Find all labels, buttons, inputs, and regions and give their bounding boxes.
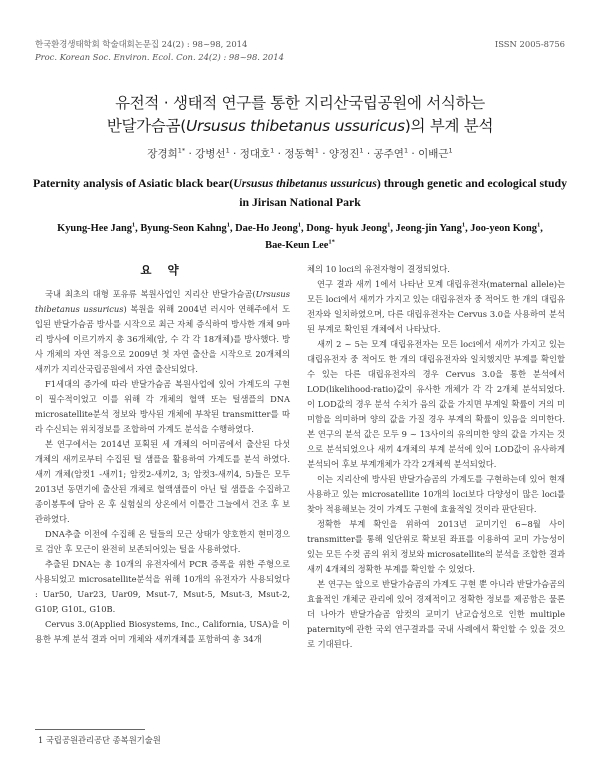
title-en-line1: Paternity analysis of Asiatic black bear(Ursusus thibetanus ussuricus) through genetic and ecological study xyxy=(32,176,567,190)
title-ko-line1: 유전적 · 생태적 연구를 통한 지리산국립공원에 서식하는 xyxy=(115,94,485,112)
author-name-ko: 공주연 xyxy=(373,148,404,160)
footnote-divider xyxy=(35,729,145,730)
title-ko-line2: 반달가슴곰(Ursusus thibetanus ussuricus)의 부계 분석 xyxy=(106,117,494,135)
author-name-ko: 장경희 xyxy=(147,148,178,160)
paragraph: 본 연구는 앞으로 반달가슴곰의 가계도 구현 뿐 아니라 반달가슴곰의 효율적인 개체군 관리에 있어 경제적이고 정확한 정보를 제공함은 물론 더 나아가 반달가슴곰 암컷의 교미기 난교습성으로 인한 multiple paternity에 관한 국외 연구결과를 국내 사례에서 확인할 수 있을 것으로 기대된다. xyxy=(307,579,565,649)
author-name-ko: 강병선 xyxy=(195,148,226,160)
author-name-ko: 정동혁 xyxy=(284,148,315,160)
paragraph: 이는 지리산에 방사된 반달가슴곰의 가계도를 구현하는데 있어 현재 사용하고 있는 microsatellite 10개의 loci보다 다양성이 많은 loci를 찾아 적용해보는 것이 가계도 구현에 효율적일 것이라 판단된다. xyxy=(307,474,565,514)
authors-en-line2: Bae-Keun Lee$^{1*}$ xyxy=(265,238,335,251)
author-name-ko: 정대호 xyxy=(239,148,271,160)
author-name-ko: 이배근 xyxy=(418,148,449,160)
paragraph: DNA추출 이전에 수집해 온 털들의 모근 상태가 양호한지 현미경으로 검안 후 모근이 완전히 보존되어있는 털을 사용하였다. xyxy=(35,529,290,554)
species-name: Ursusus thibetanus ussuricus xyxy=(185,117,405,135)
paragraph: 추출된 DNA는 총 10개의 유전자에서 PCR 증폭을 위한 주형으로 사용되었고 microsatellite분석을 위해 10개의 유전자가 사용되었다 : Uar50, Uar23, Uar09, Msut-7, Msut-5, Msut-3, Msut-2, G10P, G10L, G10B. xyxy=(35,559,290,614)
journal-citation-en: Proc. Korean Soc. Environ. Ecol. Con. 24(2) : 98~98. 2014 xyxy=(35,52,284,62)
journal-citation-ko: 한국환경생태학회 학술대회논문집 24(2) : 98~98, 2014 xyxy=(35,39,248,49)
issn: ISSN 2005-8756 xyxy=(494,39,565,49)
abstract-left-column xyxy=(35,287,290,647)
title-en-line2: in Jirisan National Park xyxy=(239,195,361,209)
paragraph: 정확한 부계 확인을 위하여 2013년 교미기인 6~8월 사이 transmitter를 통해 일단위로 확보된 좌표를 이용하여 교미 가능성이 있는 모든 수컷 곰의 위치 정보와 microsatellite의 분석을 조합한 결과 새끼 4개체의 정확한 부계를 확인할 수 있었다. xyxy=(307,519,565,574)
journal-header xyxy=(35,38,565,64)
paragraph: 본 연구에서는 2014년 포획된 세 개체의 어미곰에서 출산된 다섯 개체의 새끼로부터 수집된 털 샘플을 활용하여 가계도를 분석 하였다. 새끼 개체(암컷1 -새끼1; 암컷2-새끼2, 3; 암컷3-새끼4, 5)들은 모두 2013년 동면기에 출산된 개체로 혈액샘플이 아닌 털 샘플을 수집하고 종이봉투에 담아 온 후 실험실의 상온에서 이틀간 그늘에서 건조 후 보관하였다. xyxy=(35,439,290,524)
paragraph: F1세대의 증가에 따라 반달가슴곰 복원사업에 있어 가계도의 구현이 필수적이었고 이를 위해 각 개체의 혈액 또는 털샘플의 DNA microsatellite분석 정보와 방사된 개체에 부착된 transmitter를 따라 수신되는 위치정보를 조합하여 가계도 분석을 수행하였다. xyxy=(35,379,290,434)
paragraph: Cervus 3.0(Applied Biosystems, Inc., California, USA)을 이용한 부계 분석 결과 어미 개체와 새끼개체를 포함하여 총 34개 xyxy=(35,619,290,644)
paragraph: 새끼 2 ~ 5는 모계 대립유전자는 모든 loci에서 새끼가 가지고 있는 대립유전자 중 적어도 한 개의 대립유전자와 일치했지만 부계를 확인할 수 있는 다른 대립유전자의 경우 Cervus 3.0을 통한 분석에서 LOD(likelihood-ratio)값이 유사한 개체가 각 각 2개체 분석되었다. 이 LOD값의 경우 분석 수치가 음의 값을 가지면 부계일 확률이 거의 미미함을 의미하며 양의 값을 가질 경우 부계의 확률이 있음을 의미한다. 본 연구의 분석 값은 모두 9 ~ 13사이의 유의미한 양의 값을 가지는 것으로 분석되었으나 새끼 4개체의 부계 분석에 있어 LOD값이 유사하게 분석되어 후보 부계개체가 각각 2개체씩 분석되었다. xyxy=(307,339,565,469)
paragraph: 연구 결과 새끼 1에서 나타난 모계 대립유전자(maternal allele)는 모든 loci에서 새끼가 가지고 있는 대립유전자 중 적어도 한 개의 대립유전자와 일치하였으며, 다른 대립유전자는 Cervus 3.0을 사용하여 분석된 부계로 확인된 개체에서 나타났다. xyxy=(307,279,565,334)
authors-en-line1: Kyung-Hee Jang$^1$, Byung-Seon Kahng$^1$, Dae-Ho Jeong$^1$, Dong- hyuk Jeong$^1$, Jeong-jin Yang$^1$, Joo-yeon Kong$^1$, xyxy=(57,221,543,234)
authors-ko: 장경희$^{1*}$ · 강병선$^1$ · 정대호$^1$ · 정동혁$^1$ · 양정진$^1$ · 공주연$^1$ · 이배근$^1$ xyxy=(147,146,453,160)
affiliation-footnote: 1 국립공원관리공단 종복원기술원 xyxy=(38,735,161,745)
paragraph: 국내 최초의 대형 포유류 복원사업인 지리산 반달가슴곰(Ursusus thibetanus ussuricus) 복원을 위해 2004년 러시아 연해주에서 도입된 반달가슴곰 방사를 시작으로 최근 자체 증식하여 방사한 개체 9마리 방사에 이르기까지 총 36개체(암, 수 각 각 18개체)를 방사했다. 방사 개체의 자연 적응으로 2009년 첫 자연 출산을 시작으로 20개체의 새끼가 지리산국립공원에서 자연 출산되었다. xyxy=(35,289,290,374)
paragraph: 체의 10 loci의 유전자형이 결정되었다. xyxy=(307,264,450,274)
abstract-right-column xyxy=(307,262,565,652)
summary-heading: 요 약 xyxy=(140,263,185,277)
species-name-en: Ursusus thibetanus ussuricus xyxy=(233,176,377,190)
author-name-ko: 양정진 xyxy=(328,148,360,160)
